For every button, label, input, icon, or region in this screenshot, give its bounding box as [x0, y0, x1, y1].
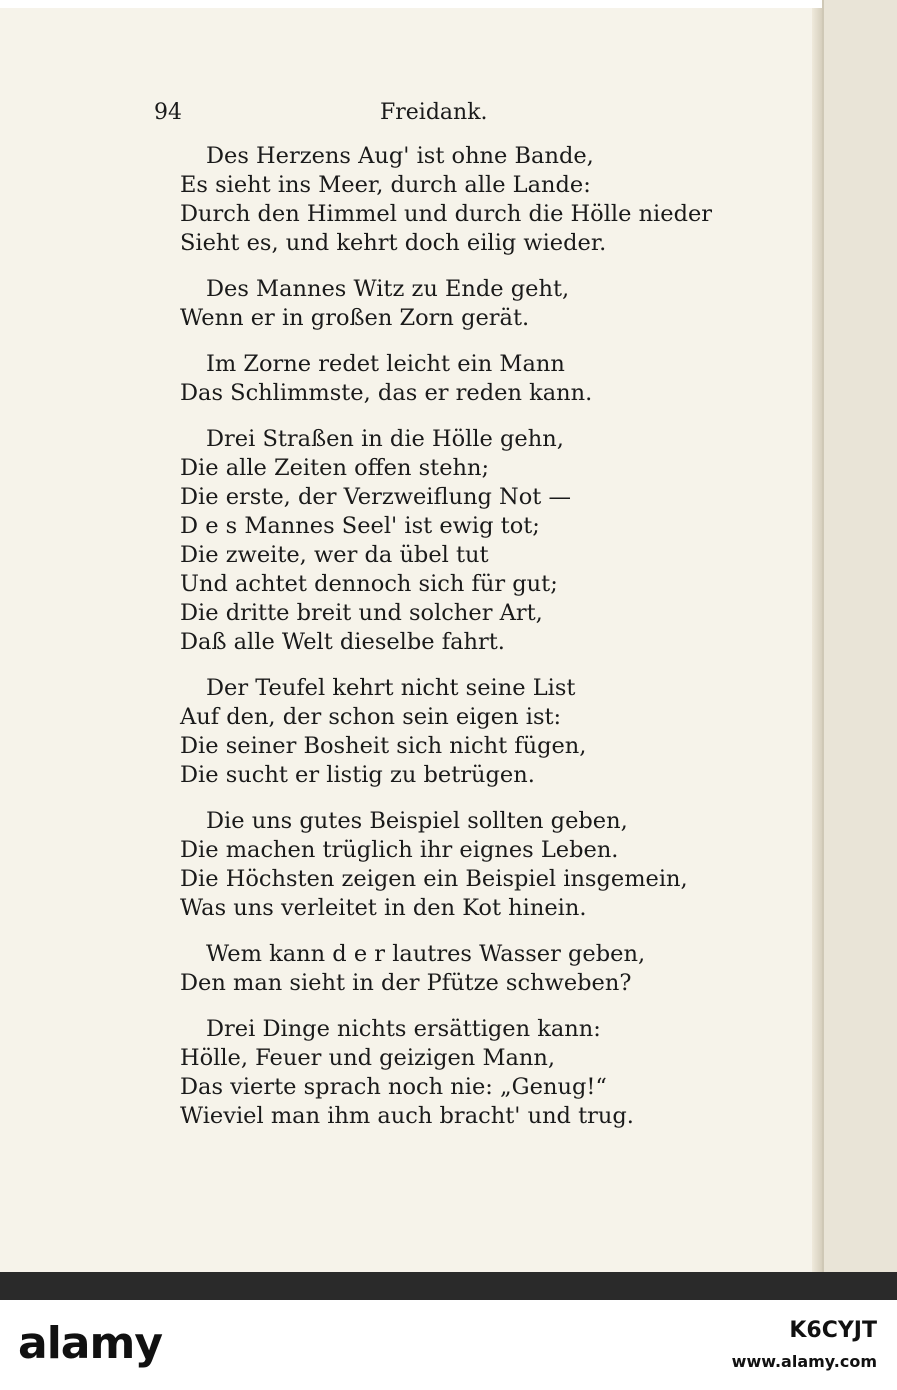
- poem-line: Die alle Zeiten offen stehn;: [180, 455, 490, 481]
- stanza: [180, 807, 790, 923]
- site-url: www.alamy.com: [731, 1352, 877, 1371]
- poem-line: Das Schlimmste, das er reden kann.: [180, 380, 593, 406]
- poem-line: Wenn er in großen Zorn gerät.: [180, 305, 530, 331]
- poem-line: Wem kann d e r lautres Wasser geben,: [206, 941, 646, 967]
- stanza: [180, 1015, 790, 1131]
- poem-line: Die erste, der Verzweiflung Not —: [180, 484, 571, 510]
- running-head: Freidank.: [380, 100, 488, 125]
- poem-line: Die Höchsten zeigen ein Beispiel insgemein,: [180, 866, 688, 892]
- next-page-edge: [822, 0, 897, 1275]
- poem-line: Sieht es, und kehrt doch eilig wieder.: [180, 230, 607, 256]
- poem-line: Was uns verleitet in den Kot hinein.: [180, 895, 587, 921]
- poem-line: Drei Straßen in die Hölle gehn,: [206, 426, 564, 452]
- poem-line: Auf den, der schon sein eigen ist:: [180, 704, 562, 730]
- poem-line: Des Herzens Aug' ist ohne Bande,: [206, 143, 594, 169]
- page-number: 94: [154, 100, 182, 125]
- poem-line: Die uns gutes Beispiel sollten geben,: [206, 808, 628, 834]
- poem-line: Der Teufel kehrt nicht seine List: [206, 675, 576, 701]
- poem-line: Drei Dinge nichts ersättigen kann:: [206, 1016, 601, 1042]
- poem-line: Daß alle Welt dieselbe fahrt.: [180, 629, 505, 655]
- poem-line: Und achtet dennoch sich für gut;: [180, 571, 558, 597]
- poem-body: [180, 142, 790, 1148]
- poem-line: Die machen trüglich ihr eignes Leben.: [180, 837, 619, 863]
- stanza: [180, 425, 790, 657]
- poem-line: Durch den Himmel und durch die Hölle nieder: [180, 201, 713, 227]
- poem-line: Wieviel man ihm auch bracht' und trug.: [180, 1103, 634, 1129]
- stanza: [180, 674, 790, 790]
- poem-line: Es sieht ins Meer, durch alle Lande:: [180, 172, 591, 198]
- stanza: [180, 350, 790, 408]
- brand-logo: alamy: [18, 1318, 162, 1369]
- image-code: K6CYJT: [789, 1318, 877, 1343]
- poem-line: Im Zorne redet leicht ein Mann: [206, 351, 565, 377]
- book-cover-edge: [0, 1272, 897, 1300]
- page-gutter: [812, 8, 822, 1278]
- stanza: [180, 940, 790, 998]
- poem-line: Die seiner Bosheit sich nicht fügen,: [180, 733, 587, 759]
- poem-line: Die sucht er listig zu betrügen.: [180, 762, 535, 788]
- stanza: [180, 142, 790, 258]
- poem-line: Die zweite, wer da übel tut: [180, 542, 489, 568]
- poem-line: Das vierte sprach noch nie: „Genug!“: [180, 1074, 607, 1100]
- poem-line: Die dritte breit und solcher Art,: [180, 600, 543, 626]
- stanza: [180, 275, 790, 333]
- poem-line: Den man sieht in der Pfütze schweben?: [180, 970, 632, 996]
- poem-line: D e s Mannes Seel' ist ewig tot;: [180, 513, 540, 539]
- poem-line: Des Mannes Witz zu Ende geht,: [206, 276, 570, 302]
- poem-line: Hölle, Feuer und geizigen Mann,: [180, 1045, 556, 1071]
